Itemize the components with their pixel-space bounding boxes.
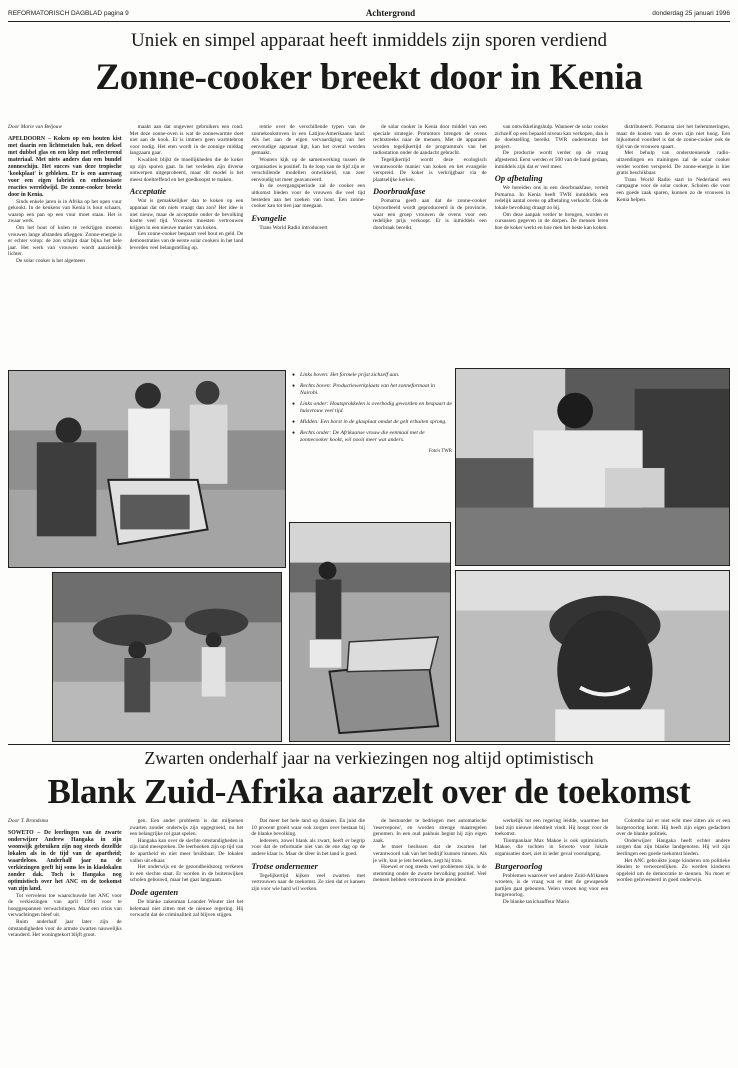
paragraph: Colombo zal er niet echt mee zitten als er een burgeroorlog komt. Hij heeft zijn eigen gedachten over de blanke politiek. — [616, 818, 731, 838]
paragraph: rentie over de verschillende typen van de zonnekookstoven in een Latijns-Amerikaans land. Als het aan de eigen vervaardiging van het eenvoudige apparaat ligt, kan het overal worden gemaakt. — [251, 124, 366, 157]
paragraph: de solar cooker in Kenia door middel van een speciale strategie. Promotors brengen de ovens rechtstreeks naar de mensen. Met de apparaten worden tegelijkertijd de programma's van het radiostation onder de aandacht gebracht. — [373, 124, 487, 157]
subheading-dode-agenten: Dode agenten — [129, 886, 179, 897]
paragraph: Dat meer het hele land op draaien. En juist die 10 procent groeit waar ook zorgen over bestaan bij de blanke bevolking. — [251, 818, 366, 838]
paragraph: de bestuurder te bedriegen met automatische 'reservepons', en worden strenge maatregelen genomen. In een oud pakhuis begint hij zijn eigen zaak. — [373, 818, 487, 844]
subheading-evangelie: Evangelie — [251, 212, 287, 223]
article2-col-6 — [616, 818, 730, 1060]
caption-right-top: ● Rechts boven: Productiewerkplaats van het zonneformaat in Nairobi. — [292, 383, 452, 397]
article-divider — [8, 744, 730, 745]
article1-col-3 — [251, 124, 365, 360]
article2-byline: Door T. Brandsma — [8, 818, 49, 824]
paragraph: Trans World Radio start in Nederland een campagne voor de solar cooker. Scholen die voor een goede zaak sparen, kunnen zo de vrouwen in Kenia helpen. — [616, 176, 731, 203]
caption-left-bottom: ● Links onder: Houtsprokkelen is overbodig geworden en bespaart de huisvrouw veel tijd. — [292, 401, 452, 415]
article1-lead: APELDOORN – Koken op een houten kist met daarin een lichtmetalen bak, een deksel met dubbel glas en een klep met reflecterend materiaal. Met niets anders dan een bundel zonneschijn. Het succes van deze tropische 'kookplaat' is gebleken. Er is een aanvraag voor een eigen fabriek en enthousiaste reacties wereldwijd. De zonne-cooker breekt door in Kenia. — [8, 135, 122, 198]
paragraph: Wat is gemakkelijker dan te koken op een apparaat dat om niets vraagt dan zon? Het idee is niet nieuw, maar de acceptatie onder de bevolking kostte veel tijd. Vrouwen moesten vertrouwen krijgen in een nieuwe manier van koken. — [129, 198, 244, 231]
paragraph: De solar cooker is het algemeen — [16, 257, 86, 264]
article2-lead: SOWETO – De leerlingen van de zwarte onderwijzer Andrew Hangaka in zijn woonwijk gebruiken zijn nog steeds dezelfde lokalen als in de tijd van de apartheid; waardeloos. Anderhalf jaar na de verkiezingen geeft hij soms les in klaslokalen zonder dak. Toch is Hangaka nog optimistisch over het ANC en de toekomst van zijn land. — [8, 829, 122, 892]
photo-women-carrying-wood — [52, 572, 282, 742]
article1-col-1 — [8, 124, 122, 360]
paragraph: Het onderwijs en de gezondheidszorg verkeren in een slechte staat. Er worden in de buitenwijken scholen gebouwd, maar het gaat langzaam. — [129, 864, 244, 884]
section-title: Achtergrond — [365, 8, 416, 18]
paragraph: maakt aan dat ongeveer gebruikers een rond. Met deze zonne-oven is wat de zonnewarmte doet niet aan de kook. Er is immers geen warmtebron voor nodig. Het eten wordt in de zonnige middag langzaam gaar. — [129, 124, 244, 157]
paragraph: Het ANC gebruikte jonge kinderen om politieke idealen te verwezenlijken. Zo werden kinderen opgeleid om de democratie te steunen. Nu moet er worden geïnvesteerd in goed onderwijs. — [616, 857, 731, 884]
paragraph: gen. Een ander probleem is dat miljoenen zwarten zonder onderwijs zijn opgegroeid, nu het een belangrijke rol gaat spelen. — [129, 818, 244, 838]
paragraph: Wouters kijk op de samenwerking tussen de organisaties is positief. In de loop van de tijd zijn er verschillende modellen ontwikkeld, van zeer eenvoudig tot meer geavanceerd. — [251, 156, 366, 183]
masthead — [8, 6, 730, 20]
article1-body — [8, 124, 730, 360]
issue-date: donderdag 25 januari 1996 — [652, 9, 730, 17]
paper-name: REFORMATORISCH DAGBLAD pagina 9 — [8, 9, 129, 17]
paragraph: Tiiompanlaar Max Makoe is ook optimistisch. Makoe, die tochten in Soweto voor lokale organisaties doet, ziet in ieder geval vooruitgang. — [494, 837, 609, 857]
paragraph: Sinds enkele jaren is in Afrika op het open vuur gekookt. In de keukens van Kenia is hout schaars, waarop een pan op een vuur moet staan. Het is zwaar werk. — [8, 198, 122, 225]
paragraph: Onderwijzer Hangaka heeft echter andere zorgen dan zijn blanke landgenoten. Hij wil zijn leerlingen een goede toekomst bieden. — [616, 837, 731, 857]
article1-byline: Door Marie van Beljouw — [8, 124, 63, 130]
paragraph: Trans World Radio introduceert — [259, 224, 328, 231]
article1-col-6 — [616, 124, 730, 360]
article1-kicker: Uniek en simpel apparaat heeft inmiddels zijn sporen verdiend — [131, 30, 607, 51]
paragraph: van ontwikkelingshulp. Wanneer de solar cooker zichzelf op een bepaald niveau kan verkopen, dan is de doelstelling bereikt. TWR ondersteunt het project. — [494, 124, 609, 150]
article2-title: Blank Zuid-Afrika aarzelt over de toekomst — [47, 772, 691, 811]
paragraph: Ruim anderhalf jaar later zijn de omstandigheden voor de armste zwarten nauwelijks veranderd. Het woningtekort blijft groot. — [8, 918, 122, 939]
paragraph: Iedereen, zowel blank als zwart, heeft er begrip voor dat de reformatie niet van de ene dag op de andere klaar is. Maar de sfeer in het land is goed. — [251, 837, 366, 857]
article2-col-1 — [8, 818, 122, 1060]
paragraph: Tegelijkertijd wordt deze ecologisch verantwoorde manier van koken en het evangelie verspreid. De koker is verkrijgbaar via de plaatselijke kerken. — [373, 156, 487, 183]
paragraph: Om deze aanpak verder te brengen, worden er cursussen gegeven in de dorpen. De mensen leren hoe de koker werkt en hoe men het beste kan koken. — [494, 211, 609, 231]
article1-col-2 — [130, 124, 244, 360]
caption-left-top: ● Links boven: Het formele prijst zichzelf aan. — [292, 372, 452, 379]
photo-women-with-solar-cooker — [8, 370, 286, 568]
paragraph: werkelijk tot een regering leidde, waarmee het land zijn nieuwe identiteit vindt. Hij hoopt voor de toekomst. — [494, 818, 609, 838]
paragraph: Problemen waarover wel andere Zuid-Afrikanen wroeten, is de vraag wat er met de gewapende partijen gaat gebeuren. Velen vrezen nog voor een burgeroorlog. — [494, 872, 609, 899]
paragraph: Om het hout of kolen te verkrijgen moeten vrouwen lange afstanden afleggen. Zonne-energie is er echter volop: de zon schijnt daar bijna het hele jaar. Het werk van vrouwen wordt aanzienlijk lichter. — [8, 224, 122, 258]
paragraph: In de overgangsperiode zal de cooker een uitkomst bieden voor de vrouwen die veel tijd besteden aan het zoeken van hout. Een zonne-cooker kan tot tien jaar meegaan. — [251, 183, 366, 210]
paragraph: De productie wordt verder op de vraag afgestemd. Eerst werden er 500 van de hand gedaan, inmiddels zijn dat er veel meer. — [494, 150, 609, 170]
article2-col-4 — [373, 818, 487, 1060]
paragraph: Hangaka kan over de slechte omstandigheden in zijn land meespreken. De leerboeken zijn op tijd van de apartheid en niet meer bruikbaar. De lokalen vallen uit elkaar. — [129, 837, 244, 864]
article2-col-2 — [130, 818, 244, 1060]
photo-captions — [292, 372, 452, 455]
paragraph: De blanke taxichauffeur Mario — [502, 898, 570, 905]
paragraph: Met behulp van ondersteunende radio-uitzendingen en trainingen zal de solar cooker verder worden verspreid. De zonne-energie is hier gratis beschikbaar. — [616, 150, 731, 177]
paragraph: De blanke zakenman Leander Wouter ziet het helemaal niet zitten met de nieuwe regering. Hij verwacht dat de criminaliteit zal blijven stijgen. — [129, 898, 244, 919]
subheading-burgeroorlog: Burgeroorlog — [494, 860, 543, 871]
photo-production-workshop — [455, 368, 730, 566]
caption-middle: ● Midden: Een borst in de glasplaat omdat de gelt erbuiten sprong. — [292, 419, 452, 426]
paragraph: Tegelijkertijd kijken veel zwarten met vertrouwen naar de toekomst. Ze zien dat er kansen zijn voor wie hard wil werken. — [251, 872, 366, 892]
subheading-trotse-ondernemer: Trotse ondernemer — [251, 860, 318, 871]
article2-kicker: Zwarten onderhalf jaar na verkiezingen nog altijd optimistisch — [144, 748, 594, 768]
caption-right-bottom: ● Rechts onder: De Afrikaanse vrouw die eenmaal met de zonnecooker kookt, wil nooit meer wat anders. — [292, 430, 452, 444]
photo-smiling-woman — [455, 570, 730, 742]
photo-woman-by-cooker — [289, 522, 451, 742]
paragraph: Hoewel er nog steeds veel problemen zijn, is de stemming onder de zwarte bevolking positief. Veel mensen hebben vertrouwen in de president. — [373, 864, 487, 884]
paragraph: Een zonne-cooker bespaart veel hout en geld. De demonstraties van de eerste solar cookers in het land leverden veel belangstelling op. — [129, 231, 244, 251]
photo-credit: Foto's TWR — [428, 449, 452, 454]
paragraph: Pomarna geeft aan dat de zonne-cooker bijvoorbeeld wordt geproduceerd in de provincie, waar een groep vrouwen de ovens voor een redelijke prijs verkoopt. Er is inmiddels een doorbraak bereikt. — [373, 198, 487, 231]
article2-col-3 — [251, 818, 365, 1060]
article2-body — [8, 818, 730, 1060]
subheading-acceptatie: Acceptatie — [129, 186, 167, 197]
paragraph: Tot vervelens toe waarschuwde het ANC voor de verkiezingen van april 1994 voor te hooggespannen verwachtingen. Maar een crisis van verwachtingen bleef uit. — [8, 892, 122, 919]
masthead-rule — [8, 21, 730, 22]
paragraph: We bereiden ons in een doorbraakfase, vertelt Pomarna. In Kenia heeft TWR inmiddels een redelijk aantal ovens op afbetaling verkocht. Ook de lokale bevolking draagt zo bij. — [494, 185, 609, 211]
paragraph: distributeerd. Pomarna ziet het belemmeringen, maar de kosten van de oven zijn niet hoog. Een bijkomend voordeel is dat de zonne-cooker ook de tijd van de vrouwen spaart. — [616, 124, 731, 150]
subheading-op-afbetaling: Op afbetaling — [494, 173, 543, 184]
article1-col-5 — [495, 124, 609, 360]
article1-col-4 — [373, 124, 487, 360]
article1-title: Zonne-cooker breekt door in Kenia — [95, 57, 643, 98]
subheading-doorbraakfase: Doorbraakfase — [373, 186, 426, 197]
paragraph: Kwaliteit blijkt de moeilijkheden die de koker op zijn sporen gaat. In het verleden zijn diverse ontwerpen uitgeprobeerd, maar dit model is het meest doeltreffend en het goedkoopst te maken. — [129, 156, 244, 183]
article2-col-5 — [495, 818, 609, 1060]
paragraph: Je moet beslissen dat de zwarten het verantwoord vak van het bedrijf kunnen runnen. Als je wilt, kun je iets bereiken, zegt hij trots. — [373, 844, 487, 864]
